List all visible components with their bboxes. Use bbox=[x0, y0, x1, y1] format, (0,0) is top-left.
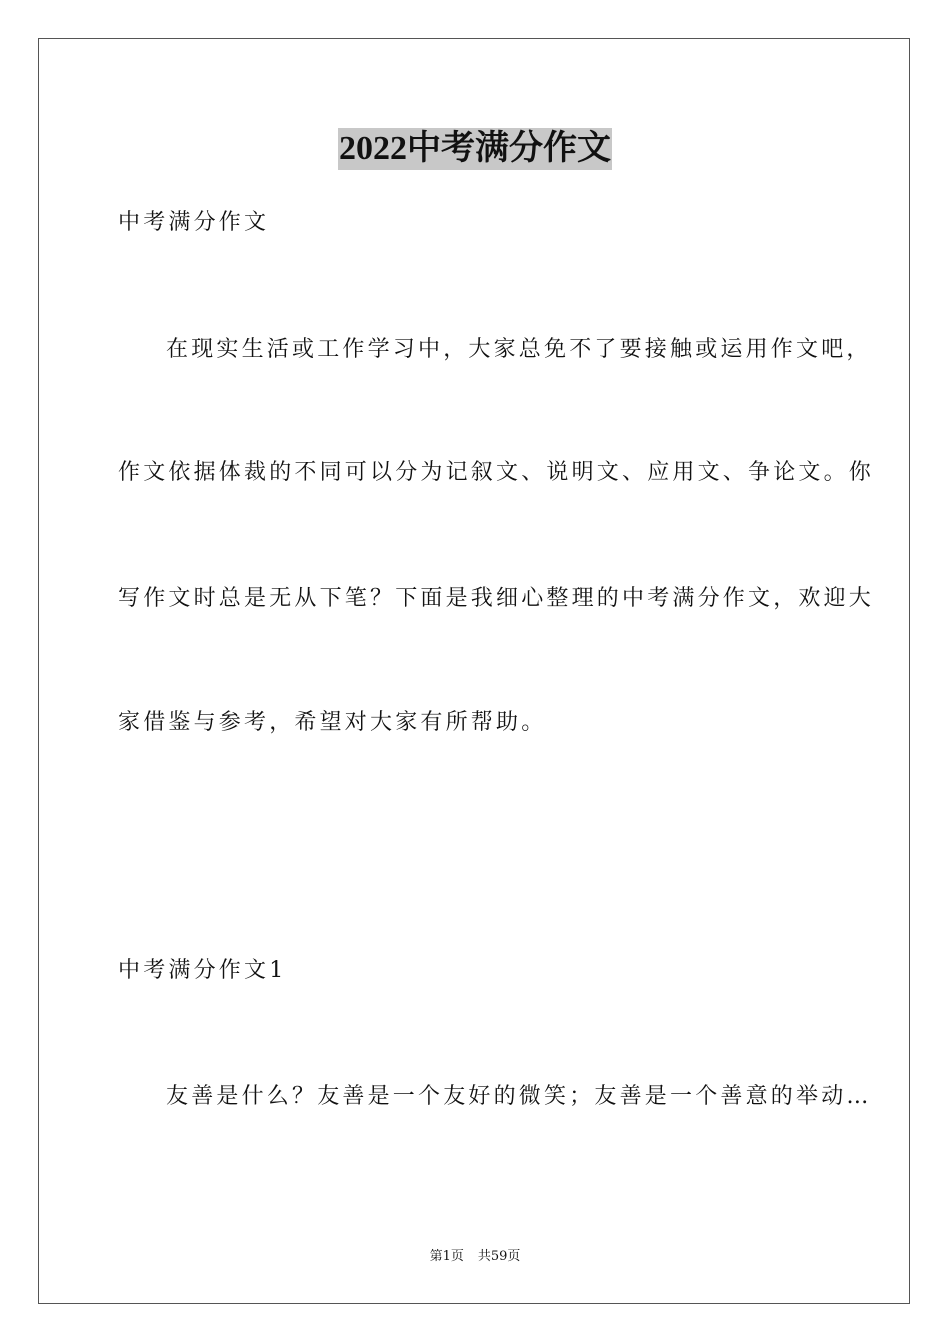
document-subtitle: 中考满分作文 bbox=[118, 210, 270, 235]
intro-line-4: 家借鉴与参考，希望对大家有所帮助。 bbox=[118, 710, 547, 735]
section-first-line: 友善是什么？友善是一个友好的微笑；友善是一个善意的举动… bbox=[166, 1084, 872, 1109]
document-title-text: 2022中考满分作文 bbox=[338, 128, 612, 170]
document-title bbox=[0, 128, 950, 170]
page-footer bbox=[0, 1248, 950, 1266]
intro-line-2: 作文依据体裁的不同可以分为记叙文、说明文、应用文、争论文。你 bbox=[118, 460, 875, 485]
intro-line-3: 写作文时总是无从下笔？下面是我细心整理的中考满分作文，欢迎大 bbox=[118, 586, 875, 611]
current-page-number: 第1页 bbox=[429, 1249, 464, 1264]
total-pages: 共59页 bbox=[477, 1249, 521, 1264]
intro-line-1: 在现实生活或工作学习中，大家总免不了要接触或运用作文吧， bbox=[166, 337, 872, 362]
section-heading: 中考满分作文1 bbox=[118, 958, 287, 983]
